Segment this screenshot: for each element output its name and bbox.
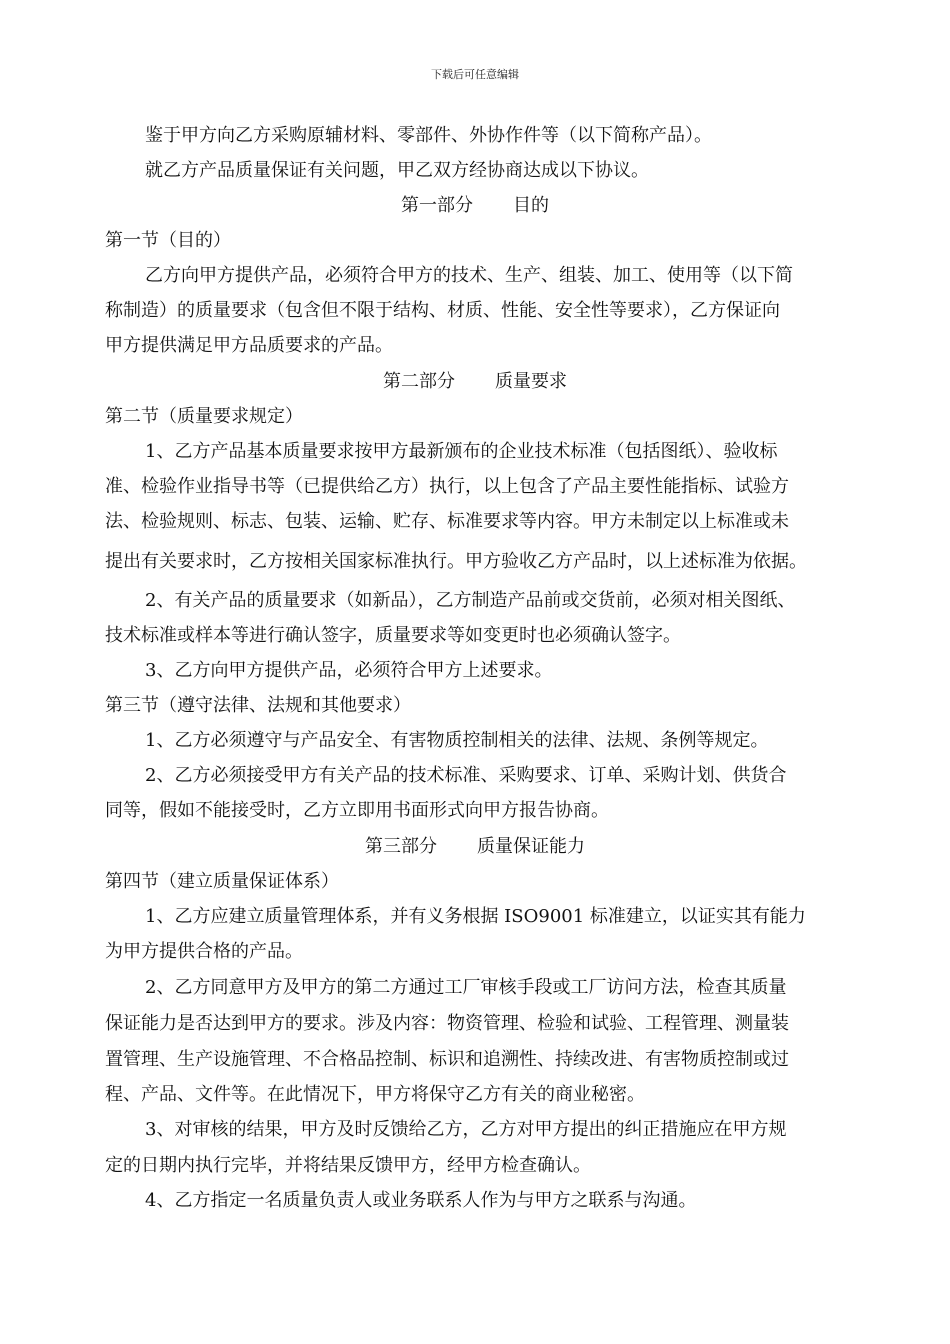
part-number: 第二部分 [383,371,455,392]
paragraph-line: 3、对审核的结果，甲方及时反馈给乙方，乙方对甲方提出的纠正措施应在甲方规 [145,1119,787,1140]
paragraph-line: 置管理、生产设施管理、不合格品控制、标识和追溯性、持续改进、有害物质控制或过 [105,1049,789,1070]
paragraph-line: 称制造）的质量要求（包含但不限于结构、材质、性能、安全性等要求），乙方保证向 [105,300,780,321]
paragraph-line: 1、乙方应建立质量管理体系，并有义务根据 ISO9001 标准建立，以证实其有能力 [145,906,806,927]
paragraph-line: 技术标准或样本等进行确认签字，质量要求等如变更时也必须确认签字。 [105,625,681,646]
paragraph-line: 提出有关要求时，乙方按相关国家标准执行。甲方验收乙方产品时，以上述标准为依据。 [105,551,807,572]
part-title: 质量保证能力 [477,836,585,857]
paragraph-line: 2、乙方同意甲方及甲方的第二方通过工厂审核手段或工厂访问方法，检查其质量 [145,977,787,998]
part-number: 第一部分 [401,195,473,216]
paragraph-line: 准、检验作业指导书等（已提供给乙方）执行，以上包含了产品主要性能指标、试验方 [105,476,789,497]
section-title: 第四节（建立质量保证体系） [105,871,339,892]
paragraph-line: 3、乙方向甲方提供产品，必须符合甲方上述要求。 [145,660,553,681]
paragraph-line: 2、有关产品的质量要求（如新品），乙方制造产品前或交货前，必须对相关图纸、 [145,590,796,611]
part-heading [0,836,950,858]
paragraph-line: 4、乙方指定一名质量负责人或业务联系人作为与甲方之联系与沟通。 [145,1190,697,1211]
paragraph-line: 为甲方提供合格的产品。 [105,941,303,962]
paragraph-line: 甲方提供满足甲方品质要求的产品。 [105,335,393,356]
paragraph-line: 1、乙方必须遵守与产品安全、有害物质控制相关的法律、法规、条例等规定。 [145,730,769,751]
part-heading [0,371,950,393]
part-title: 目的 [513,195,549,216]
section-title: 第三节（遵守法律、法规和其他要求） [105,695,411,716]
paragraph-line: 定的日期内执行完毕，并将结果反馈甲方，经甲方检查确认。 [105,1155,591,1176]
paragraph-line: 就乙方产品质量保证有关问题，甲乙双方经协商达成以下协议。 [145,160,649,181]
paragraph-line: 程、产品、文件等。在此情况下，甲方将保守乙方有关的商业秘密。 [105,1084,645,1105]
paragraph-line: 2、乙方必须接受甲方有关产品的技术标准、采购要求、订单、采购计划、供货合 [145,765,787,786]
section-title: 第一节（目的） [105,230,231,251]
part-number: 第三部分 [365,836,437,857]
part-title: 质量要求 [495,371,567,392]
paragraph-line: 法、检验规则、标志、包装、运输、贮存、标准要求等内容。甲方未制定以上标准或未 [105,511,789,532]
section-title: 第二节（质量要求规定） [105,406,303,427]
paragraph-line: 同等，假如不能接受时，乙方立即用书面形式向甲方报告协商。 [105,800,609,821]
part-heading [0,195,950,217]
paragraph-line: 鉴于甲方向乙方采购原辅材料、零部件、外协作件等（以下简称产品）。 [145,125,712,146]
page-header: 下载后可任意编辑 [431,68,519,81]
paragraph-line: 1、乙方产品基本质量要求按甲方最新颁布的企业技术标准（包括图纸）、验收标 [145,441,778,462]
paragraph-line: 乙方向甲方提供产品，必须符合甲方的技术、生产、组装、加工、使用等（以下简 [145,265,793,286]
paragraph-line: 保证能力是否达到甲方的要求。涉及内容：物资管理、检验和试验、工程管理、测量装 [105,1013,789,1034]
